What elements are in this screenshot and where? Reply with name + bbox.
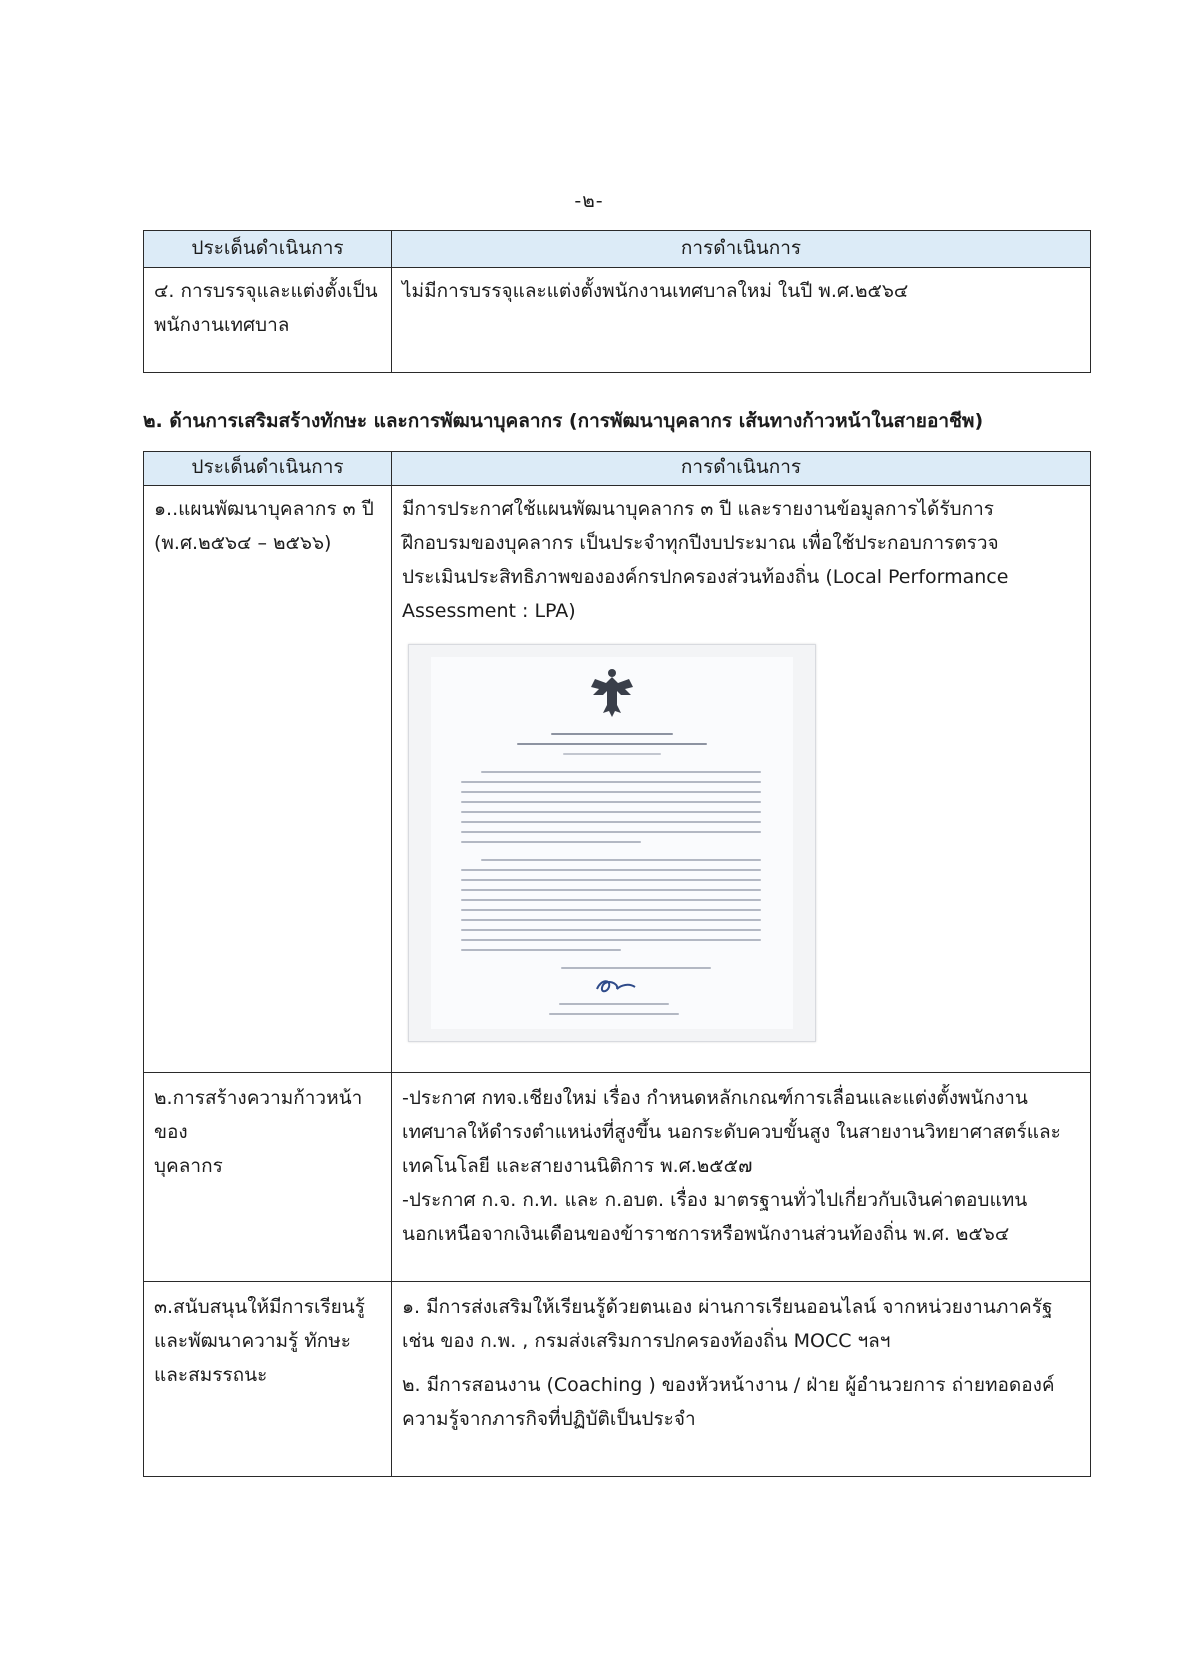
signature-icon xyxy=(591,975,641,997)
action-line: นอกเหนือจากเงินเดือนของข้าราชการหรือพนักงานส่วนท้องถิ่น พ.ศ. ๒๕๖๔ xyxy=(402,1223,1010,1245)
action-line: ๒. มีการสอนงาน (Coaching ) ของหัวหน้างาน / ฝ่าย ผู้อำนวยการ ถ่ายทอดองค์ xyxy=(402,1374,1055,1396)
issue-line: ๒.การสร้างความก้าวหน้าของ xyxy=(154,1087,363,1143)
issue-cell xyxy=(144,486,392,1073)
header-issue: ประเด็นดำเนินการ xyxy=(144,452,392,486)
issue-line: ๔. การบรรจุและแต่งตั้งเป็น xyxy=(154,280,378,302)
section-heading: ๒. ด้านการเสริมสร้างทักษะ และการพัฒนาบุคลากร (การพัฒนาบุคลากร เส้นทางก้าวหน้าในสายอาชีพ) xyxy=(143,410,984,432)
table-row xyxy=(144,1282,1091,1477)
issue-line: พนักงานเทศบาล xyxy=(154,314,290,336)
page-number: -๒- xyxy=(574,190,604,212)
action-line: มีการประกาศใช้แผนพัฒนาบุคลากร ๓ ปี และรายงานข้อมูลการได้รับการ xyxy=(402,498,994,520)
issue-line: และพัฒนาความรู้ ทักษะ xyxy=(154,1330,352,1352)
issue-line: (พ.ศ.๒๕๖๔ – ๒๕๖๖) xyxy=(154,532,332,554)
header-action: การดำเนินการ xyxy=(392,452,1091,486)
action-cell xyxy=(392,268,1091,373)
action-line: เช่น ของ ก.พ. , กรมส่งเสริมการปกครองท้องถิ่น MOCC ฯลฯ xyxy=(402,1330,891,1352)
action-line: -ประกาศ ก.จ. ก.ท. และ ก.อบต. เรื่อง มาตรฐานทั่วไปเกี่ยวกับเงินค่าตอบแทน xyxy=(402,1189,1028,1211)
action-line: ไม่มีการบรรจุและแต่งตั้งพนักงานเทศบาลใหม่ ในปี พ.ศ.๒๕๖๔ xyxy=(402,280,909,302)
action-line: เทศบาลให้ดำรงตำแหน่งที่สูงขึ้น นอกระดับควบขั้นสูง ในสายงานวิทยาศาสตร์และ xyxy=(402,1121,1061,1143)
issue-line: ๓.สนับสนุนให้มีการเรียนรู้ xyxy=(154,1296,365,1318)
action-line: ฝึกอบรมของบุคลากร เป็นประจำทุกปีงบประมาณ เพื่อใช้ประกอบการตรวจ xyxy=(402,532,999,554)
issue-line: ๑..แผนพัฒนาบุคลากร ๓ ปี xyxy=(154,498,374,520)
table-row xyxy=(144,1073,1091,1282)
header-issue: ประเด็นดำเนินการ xyxy=(144,231,392,268)
header-action: การดำเนินการ xyxy=(392,231,1091,268)
action-cell xyxy=(392,1073,1091,1282)
action-line: เทคโนโลยี และสายงานนิติการ พ.ศ.๒๕๕๗ xyxy=(402,1155,753,1177)
action-line: -ประกาศ กทจ.เชียงใหม่ เรื่อง กำหนดหลักเกณฑ์การเลื่อนและแต่งตั้งพนักงาน xyxy=(402,1087,1028,1109)
action-line: ความรู้จากภารกิจที่ปฏิบัติเป็นประจำ xyxy=(402,1408,696,1430)
table-row xyxy=(144,268,1091,373)
action-cell xyxy=(392,1282,1091,1477)
table-row xyxy=(144,486,1091,1073)
issue-cell xyxy=(144,268,392,373)
table-header-row xyxy=(144,231,1091,268)
action-line: ประเมินประสิทธิภาพขององค์กรปกครองส่วนท้องถิ่น (Local Performance xyxy=(402,566,1009,588)
issue-line: และสมรรถนะ xyxy=(154,1364,268,1386)
table-header-row xyxy=(144,452,1091,486)
action-line: Assessment : LPA) xyxy=(402,600,576,622)
action-cell xyxy=(392,486,1091,1073)
issue-line: บุคลากร xyxy=(154,1155,223,1177)
action-line: ๑. มีการส่งเสริมให้เรียนรู้ด้วยตนเอง ผ่านการเรียนออนไลน์ จากหน่วยงานภาครัฐ xyxy=(402,1296,1053,1318)
garuda-emblem-icon xyxy=(589,665,635,719)
issue-cell xyxy=(144,1282,392,1477)
issue-cell xyxy=(144,1073,392,1282)
table-personnel-development xyxy=(143,451,1091,1477)
announcement-sheet xyxy=(431,657,793,1029)
table-personnel-appointment xyxy=(143,230,1091,373)
announcement-document-image xyxy=(408,644,816,1042)
